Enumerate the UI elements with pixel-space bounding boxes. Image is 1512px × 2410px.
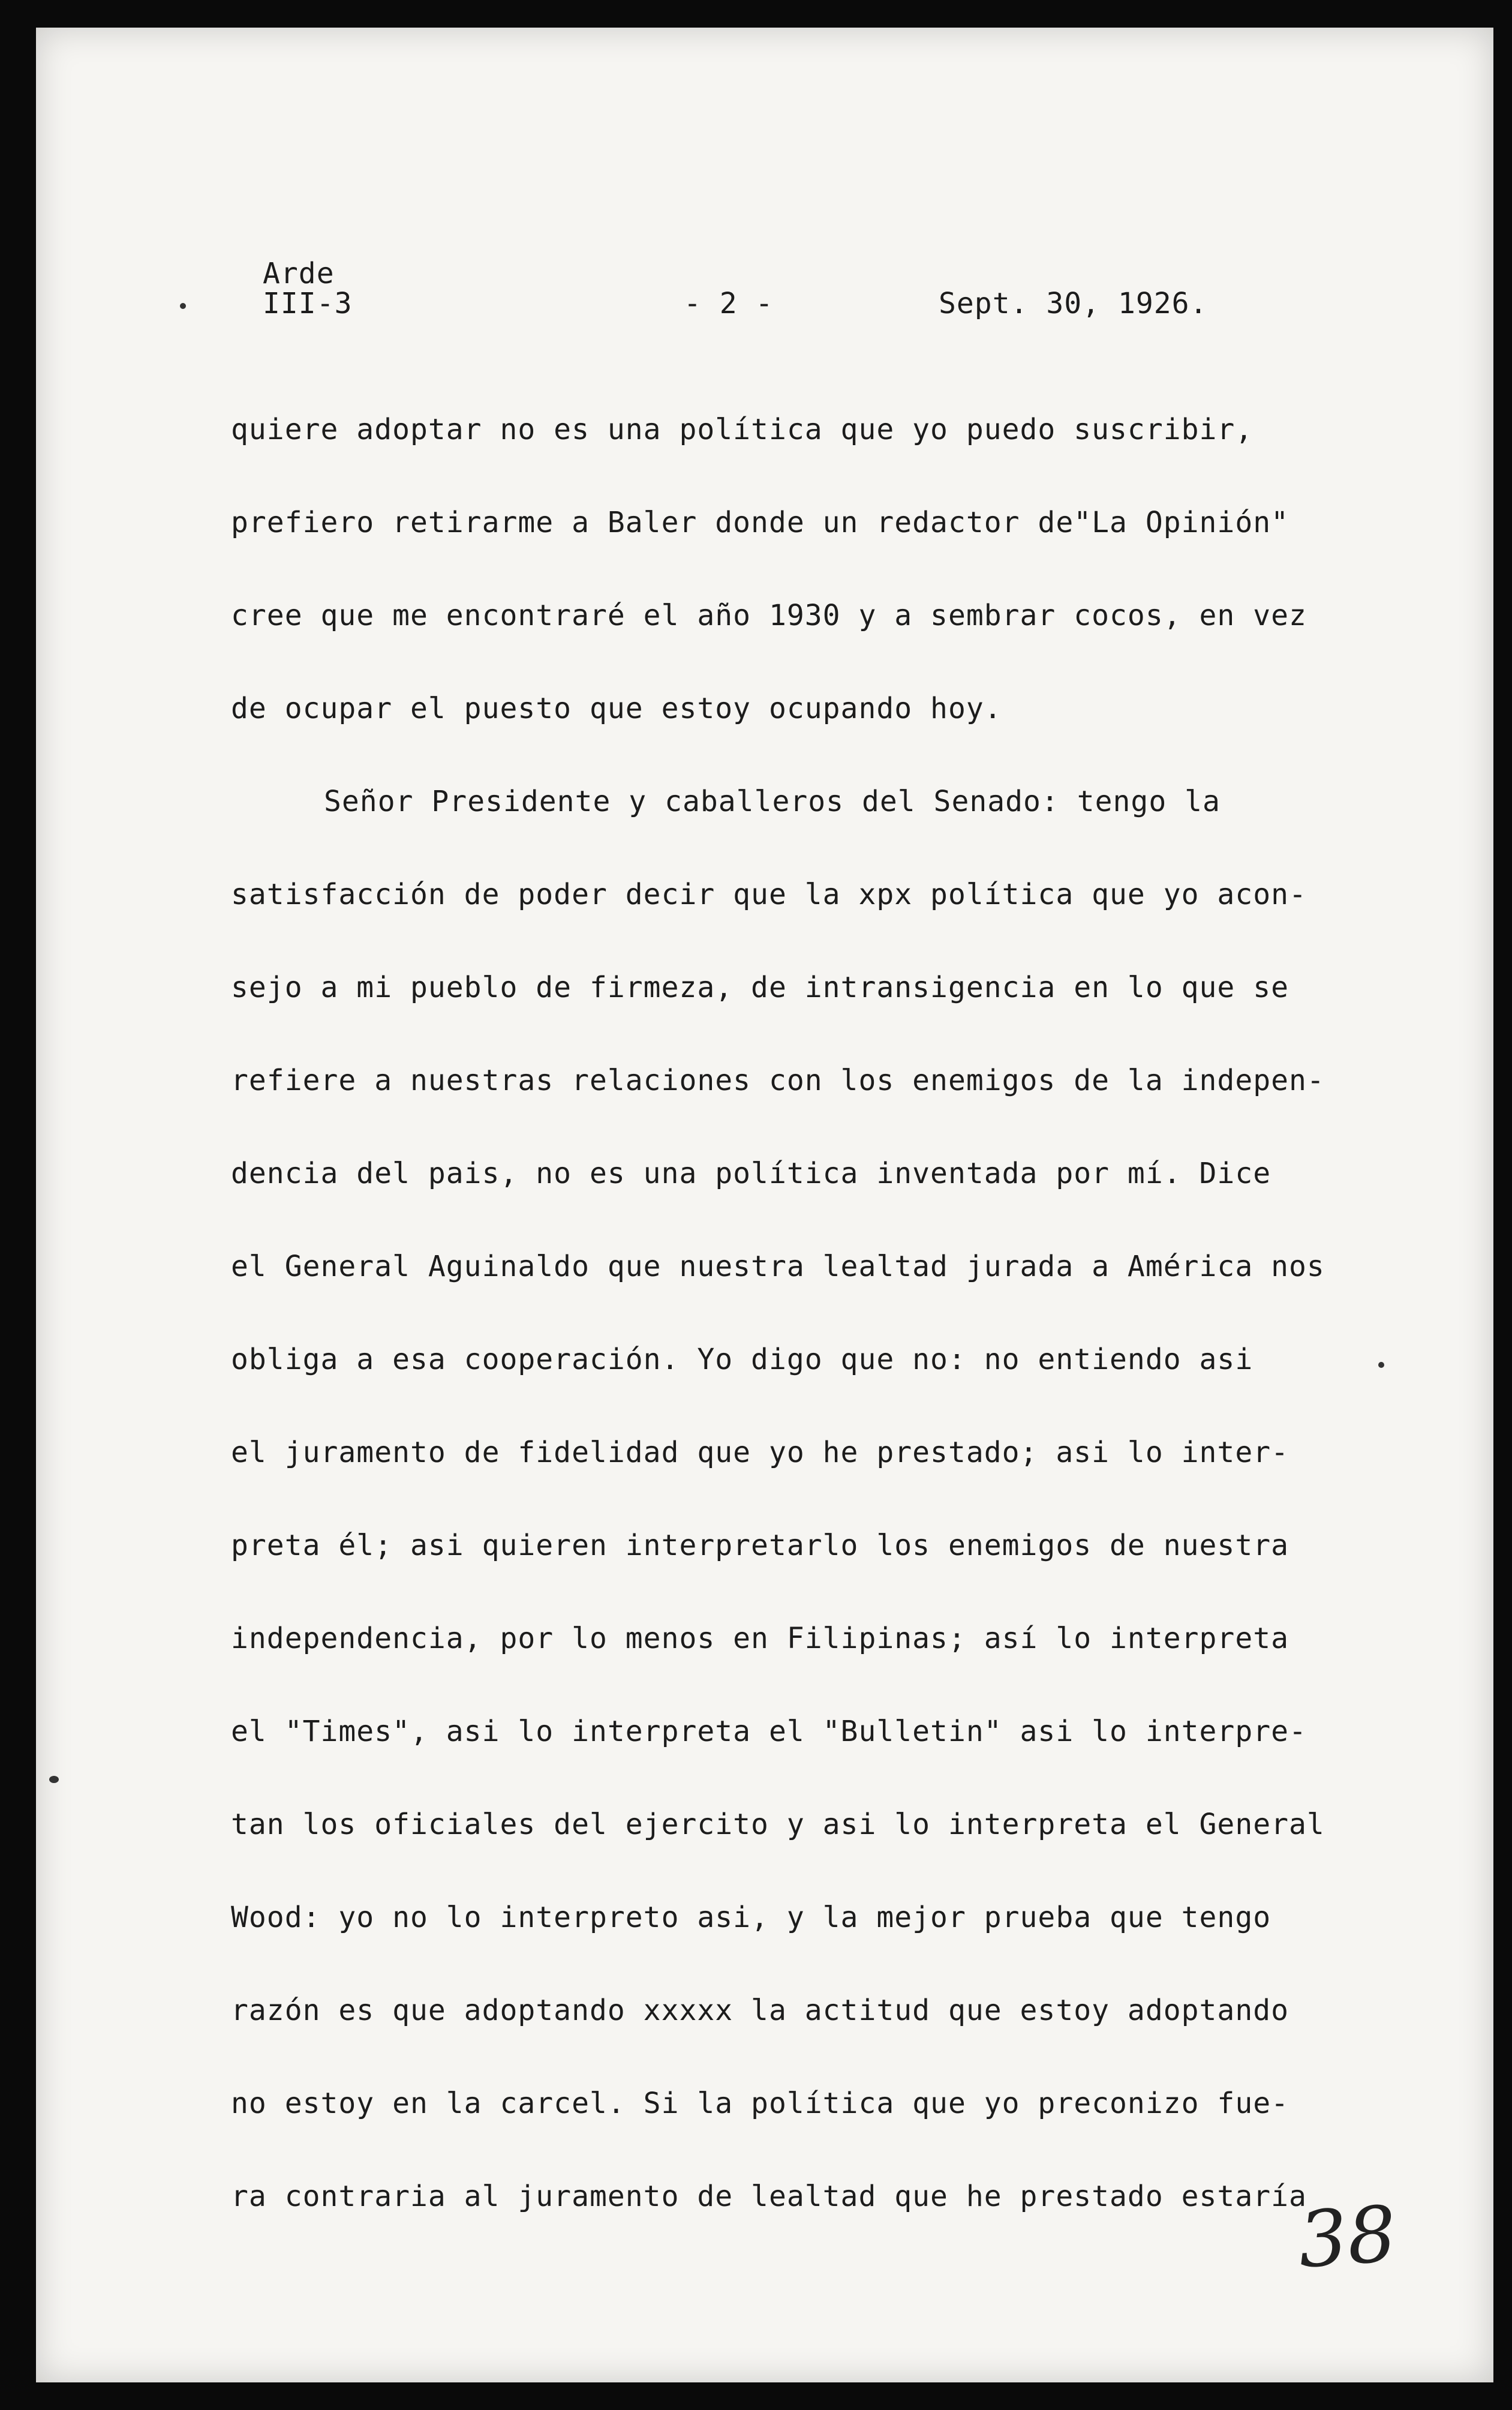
text-line: Señor Presidente y caballeros del Senado: tengo la bbox=[324, 785, 1221, 818]
scan-speck bbox=[1378, 1362, 1384, 1368]
text-line: independencia, por lo menos en Filipinas; así lo interpreta bbox=[231, 1622, 1289, 1655]
text-line: refiere a nuestras relaciones con los enemigos de la indepen- bbox=[231, 1064, 1325, 1097]
text-line: quiere adoptar no es una política que yo puedo suscribir, bbox=[231, 413, 1254, 446]
text-line: el "Times", asi lo interpreta el "Bulletin" asi lo interpre- bbox=[231, 1715, 1307, 1748]
page-marker: - 2 - bbox=[684, 287, 774, 320]
reference-top: Arde bbox=[263, 257, 335, 290]
text-line: preta él; asi quieren interpretarlo los enemigos de nuestra bbox=[231, 1529, 1289, 1562]
text-line: satisfacción de poder decir que la xpx política que yo acon- bbox=[231, 878, 1307, 911]
date: Sept. 30, 1926. bbox=[939, 287, 1208, 320]
text-line: Wood: yo no lo interpreto asi, y la mejor prueba que tengo bbox=[231, 1901, 1271, 1934]
text-line: de ocupar el puesto que estoy ocupando hoy. bbox=[231, 692, 1002, 725]
text-line: el juramento de fidelidad que yo he prestado; asi lo inter- bbox=[231, 1436, 1289, 1469]
text-line: tan los oficiales del ejercito y asi lo interpreta el General bbox=[231, 1808, 1325, 1841]
text-line: cree que me encontraré el año 1930 y a sembrar cocos, en vez bbox=[231, 599, 1307, 632]
text-line: prefiero retirarme a Baler donde un redactor de"La Opinión" bbox=[231, 506, 1289, 539]
text-line: sejo a mi pueblo de firmeza, de intransigencia en lo que se bbox=[231, 971, 1289, 1004]
scan-speck bbox=[49, 1776, 59, 1783]
text-line: no estoy en la carcel. Si la política que yo preconizo fue- bbox=[231, 2087, 1289, 2120]
text-line: razón es que adoptando xxxxx la actitud que estoy adoptando bbox=[231, 1994, 1289, 2027]
document-page bbox=[36, 28, 1493, 2382]
text-line: obliga a esa cooperación. Yo digo que no: no entiendo asi bbox=[231, 1343, 1254, 1376]
text-line: el General Aguinaldo que nuestra lealtad jurada a América nos bbox=[231, 1250, 1325, 1283]
scan-speck bbox=[180, 303, 186, 309]
text-line: dencia del pais, no es una política inventada por mí. Dice bbox=[231, 1157, 1271, 1190]
reference-code: III-3 bbox=[263, 287, 353, 320]
text-line: ra contraria al juramento de lealtad que he prestado estaría bbox=[231, 2180, 1307, 2213]
handwritten-page-number: 38 bbox=[1295, 2189, 1399, 2286]
